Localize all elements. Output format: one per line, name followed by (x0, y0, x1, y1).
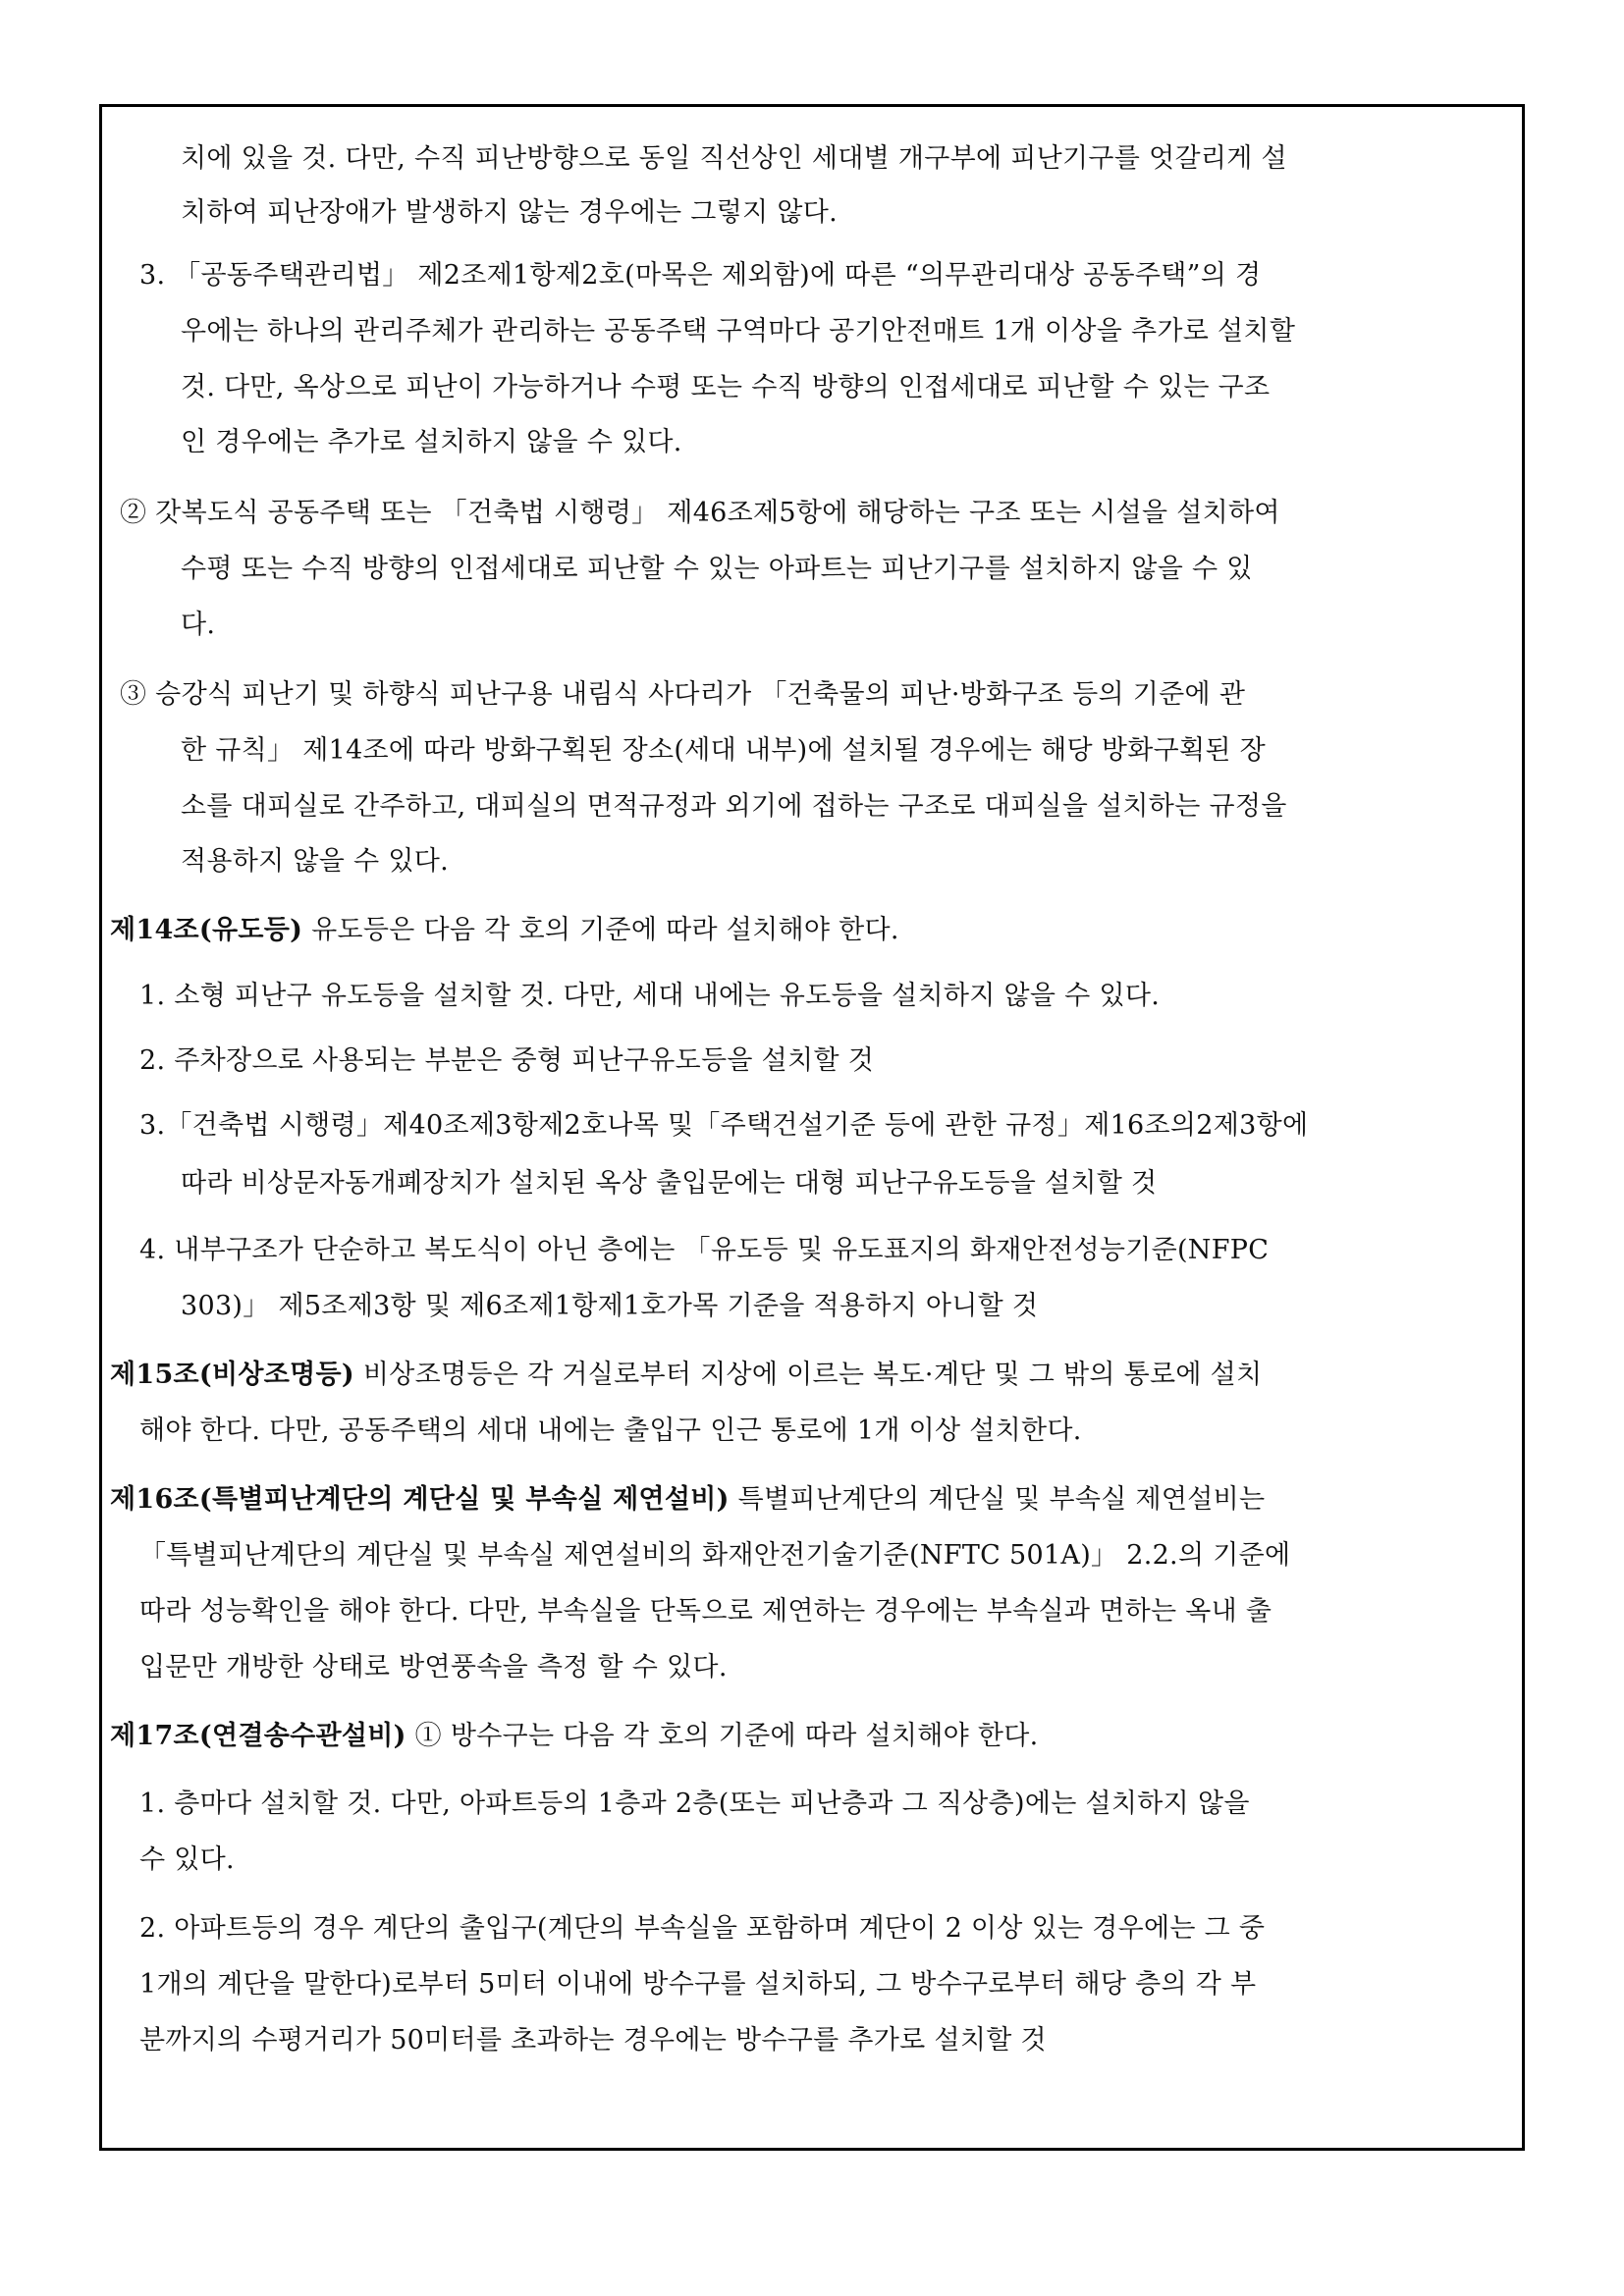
article-17: 제17조(연결송수관설비) ① 방수구는 다음 각 호의 기준에 따라 설치해야 한다. (110, 1721, 1039, 1751)
text-line: 2. 아파트등의 경우 계단의 출입구(계단의 부속실을 포함하며 계단이 2 이상 있는 경우에는 그 중 (139, 1913, 1266, 1944)
article-15: 제15조(비상조명등) 비상조명등은 각 거실로부터 지상에 이르는 복도·계단 및 그 밖의 통로에 설치 (110, 1360, 1263, 1390)
text-line: 적용하지 않을 수 있다. (181, 846, 449, 877)
page-frame (99, 104, 1525, 2151)
article-heading: 제17조(연결송수관설비) (110, 1721, 406, 1751)
text-line: 다. (181, 610, 216, 640)
text-line: 1. 층마다 설치할 것. 다만, 아파트등의 1층과 2층(또는 피난층과 그 직상층)에는 설치하지 않을 (139, 1789, 1250, 1819)
text-line: 분까지의 수평거리가 50미터를 초과하는 경우에는 방수구를 추가로 설치할 것 (139, 2025, 1047, 2056)
article-heading: 제15조(비상조명등) (110, 1360, 354, 1390)
text-line: 303)」 제5조제3항 및 제6조제1항제1호가목 기준을 적용하지 아니할 것 (181, 1291, 1039, 1321)
text-line: 해야 한다. 다만, 공동주택의 세대 내에는 출입구 인근 통로에 1개 이상 설치한다. (139, 1415, 1082, 1446)
text-line: 치에 있을 것. 다만, 수직 피난방향으로 동일 직선상인 세대별 개구부에 피난기구를 엇갈리게 설 (181, 143, 1287, 174)
text-line: 2. 주차장으로 사용되는 부분은 중형 피난구유도등을 설치할 것 (139, 1045, 875, 1076)
article-16: 제16조(특별피난계단의 계단실 및 부속실 제연설비) 특별피난계단의 계단실 및 부속실 제연설비는 (110, 1484, 1266, 1515)
text-line: 입문만 개방한 상태로 방연풍속을 측정 할 수 있다. (139, 1652, 728, 1682)
text-line: 「특별피난계단의 계단실 및 부속실 제연설비의 화재안전기술기준(NFTC 501A)」 2.2.의 기준에 (139, 1540, 1291, 1571)
article-heading: 제16조(특별피난계단의 계단실 및 부속실 제연설비) (110, 1484, 730, 1515)
article-heading: 제14조(유도등) (110, 915, 303, 945)
text-line: 따라 성능확인을 해야 한다. 다만, 부속실을 단독으로 제연하는 경우에는 부속실과 면하는 옥내 출 (139, 1596, 1272, 1627)
text-line: 3.「건축법 시행령」제40조제3항제2호나목 및「주택건설기준 등에 관한 규정」제16조의2제3항에 (139, 1110, 1309, 1141)
text-line: 소를 대피실로 간주하고, 대피실의 면적규정과 외기에 접하는 구조로 대피실을 설치하는 규정을 (181, 791, 1287, 822)
text-line: ③ 승강식 피난기 및 하향식 피난구용 내림식 사다리가 「건축물의 피난·방화구조 등의 기준에 관 (120, 679, 1246, 710)
text-line: ② 갓복도식 공동주택 또는 「건축법 시행령」 제46조제5항에 해당하는 구조 또는 시설을 설치하여 (120, 498, 1280, 528)
text-line: 4. 내부구조가 단순하고 복도식이 아닌 층에는 「유도등 및 유도표지의 화재안전성능기준(NFPC (139, 1235, 1270, 1265)
article-14: 제14조(유도등) 유도등은 다음 각 호의 기준에 따라 설치해야 한다. (110, 915, 899, 945)
text-line: 우에는 하나의 관리주체가 관리하는 공동주택 구역마다 공기안전매트 1개 이상을 추가로 설치할 (181, 316, 1296, 347)
text-line: 수 있다. (139, 1844, 235, 1875)
text-line: 인 경우에는 추가로 설치하지 않을 수 있다. (181, 427, 682, 457)
text-line: 따라 비상문자동개폐장치가 설치된 옥상 출입문에는 대형 피난구유도등을 설치할 것 (181, 1168, 1158, 1199)
text-line: 1. 소형 피난구 유도등을 설치할 것. 다만, 세대 내에는 유도등을 설치하지 않을 수 있다. (139, 981, 1161, 1011)
text-line: 3. 「공동주택관리법」 제2조제1항제2호(마목은 제외함)에 따른 “의무관리대상 공동주택”의 경 (139, 260, 1262, 291)
text-line: 한 규칙」 제14조에 따라 방화구획된 장소(세대 내부)에 설치될 경우에는 해당 방화구획된 장 (181, 735, 1266, 766)
text-line: 치하여 피난장애가 발생하지 않는 경우에는 그렇지 않다. (181, 197, 838, 228)
text-line: 수평 또는 수직 방향의 인접세대로 피난할 수 있는 아파트는 피난기구를 설치하지 않을 수 있 (181, 554, 1253, 584)
text-line: 1개의 계단을 말한다)로부터 5미터 이내에 방수구를 설치하되, 그 방수구로부터 해당 층의 각 부 (139, 1969, 1257, 2000)
text-line: 것. 다만, 옥상으로 피난이 가능하거나 수평 또는 수직 방향의 인접세대로 피난할 수 있는 구조 (181, 372, 1271, 402)
